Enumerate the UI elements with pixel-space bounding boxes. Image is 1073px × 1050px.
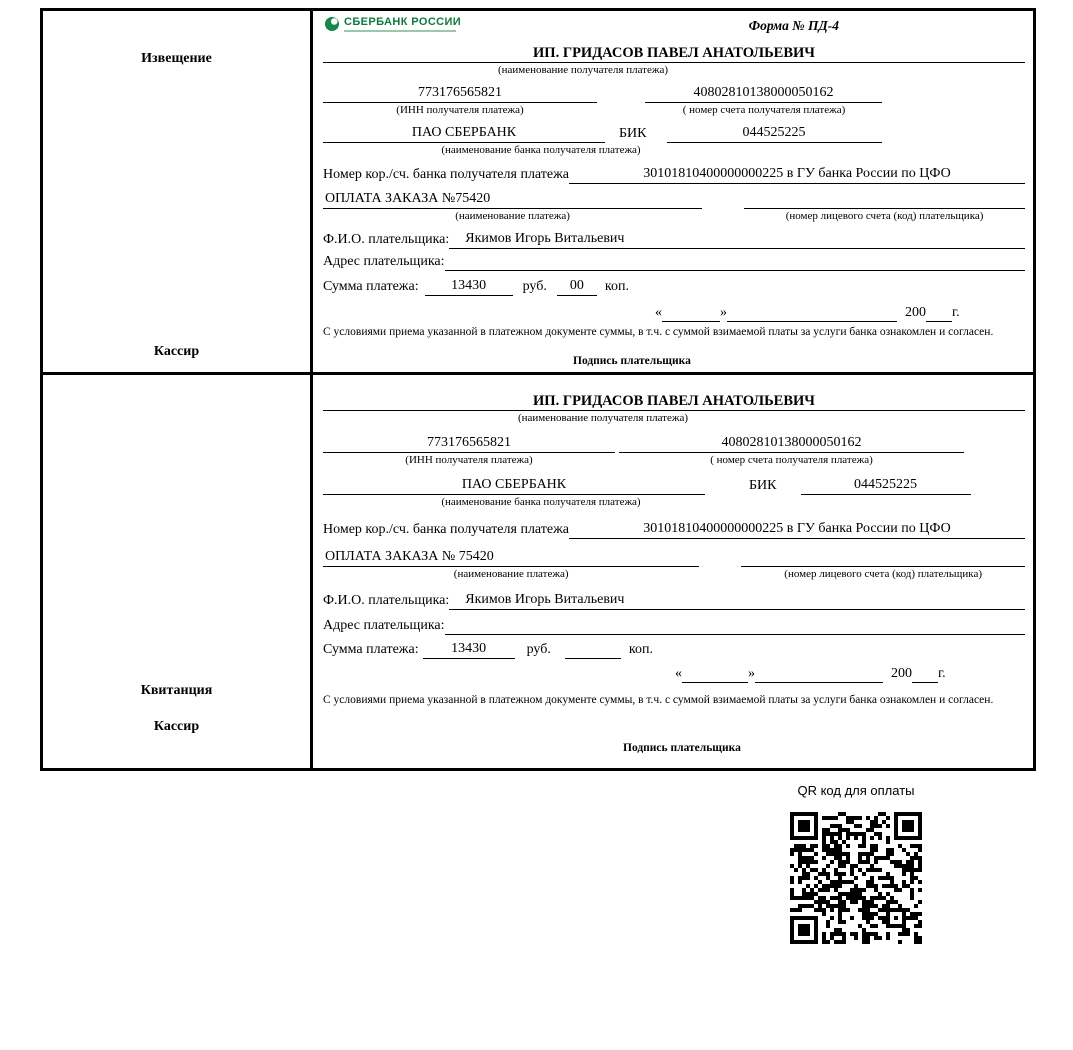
year-suffix: г. (952, 305, 960, 320)
year-prefix: 200 (905, 305, 926, 320)
personal-account-blank (744, 190, 1025, 209)
corr-label: Номер кор./сч. банка получателя платежа (323, 522, 569, 537)
logo-subline (344, 30, 456, 32)
inn-value: 773176565821 (323, 434, 615, 453)
notice-label: Извещение (141, 51, 212, 66)
notice-slip (43, 11, 1033, 372)
kop-label: коп. (604, 279, 629, 294)
bank-caption: (наименование банка получателя платежа) (441, 144, 641, 156)
date-quote-close: » (748, 666, 755, 681)
bank-name: ПАО СБЕРБАНК (323, 124, 605, 143)
personal-account-blank (741, 548, 1025, 567)
bank-caption: (наименование банка получателя платежа) (441, 496, 641, 508)
bik-value: 044525225 (801, 476, 971, 495)
header-row (323, 13, 1025, 43)
sum-kop-value: 00 (557, 277, 597, 296)
sberbank-logo-icon (325, 17, 339, 31)
payer-label: Ф.И.О. плательщика: (323, 593, 450, 608)
sum-label: Сумма платежа: (323, 279, 419, 294)
account-value: 40802810138000050162 (619, 434, 964, 453)
year-blank (912, 664, 938, 683)
personal-caption: (номер лицевого счета (код) плательщика) (785, 210, 984, 222)
sum-rub-value: 13430 (425, 277, 513, 296)
sberbank-logo (325, 16, 461, 43)
date-day-blank (682, 664, 748, 683)
agreement-text: С условиями приема указанной в платежном документе суммы, в т.ч. с суммой взимаемой платы за услуги банка ознакомлен и согласен. (323, 326, 994, 338)
payer-name: Якимов Игорь Витальевич (449, 230, 1025, 249)
address-label: Адрес плательщика: (323, 254, 445, 269)
sum-label: Сумма платежа: (323, 642, 419, 657)
account-caption: ( номер счета получателя платежа) (682, 104, 846, 116)
payment-caption: (наименование платежа) (453, 568, 569, 580)
form-number: Форма № ПД-4 (748, 18, 839, 33)
date-quote-open: « (675, 666, 682, 681)
date-month-blank (755, 664, 883, 683)
agreement-text: С условиями приема указанной в платежном документе суммы, в т.ч. с суммой взимаемой платы за услуги банка ознакомлен и согласен. (323, 694, 994, 706)
bik-label: БИК (749, 478, 777, 493)
receipt-side-column (43, 375, 313, 768)
kop-label: коп. (628, 642, 653, 657)
corr-value: 30101810400000000225 в ГУ банка России по ЦФО (569, 520, 1025, 539)
inn-caption: (ИНН получателя платежа) (396, 104, 524, 116)
date-day-blank (662, 303, 720, 322)
payment-name: ОПЛАТА ЗАКАЗА №75420 (323, 190, 702, 209)
agreement-block (323, 683, 1025, 766)
agreement-block (323, 322, 1025, 370)
personal-caption: (номер лицевого счета (код) плательщика) (784, 568, 983, 580)
notice-side-column (43, 11, 313, 372)
inn-value: 773176565821 (323, 84, 597, 103)
account-caption: ( номер счета получателя платежа) (710, 454, 873, 466)
account-value: 40802810138000050162 (645, 84, 882, 103)
bank-name: ПАО СБЕРБАНК (323, 476, 705, 495)
receipt-form-area (313, 375, 1033, 768)
cashier-label: Кассир (153, 344, 200, 359)
payer-name: Якимов Игорь Витальевич (449, 591, 1025, 610)
sum-kop-value (565, 640, 621, 659)
signature-label: Подпись плательщика (573, 355, 691, 367)
corr-value: 30101810400000000225 в ГУ банка России по ЦФО (569, 165, 1025, 184)
payee-caption: (наименование получателя платежа) (497, 64, 669, 76)
corr-label: Номер кор./сч. банка получателя платежа (323, 167, 569, 182)
cashier-label: Кассир (153, 719, 200, 734)
date-quote-open: « (655, 305, 662, 320)
year-prefix: 200 (891, 666, 912, 681)
qr-code (790, 812, 922, 944)
spacer (323, 377, 1025, 391)
date-month-blank (727, 303, 897, 322)
address-blank (445, 252, 1025, 271)
address-label: Адрес плательщика: (323, 618, 445, 633)
signature-label: Подпись плательщика (623, 742, 741, 754)
receipt-label: Квитанция (140, 683, 213, 698)
payee-caption: (наименование получателя платежа) (517, 412, 689, 424)
rub-label: руб. (526, 642, 551, 657)
payment-name: ОПЛАТА ЗАКАЗА № 75420 (323, 548, 699, 567)
payee-name: ИП. ГРИДАСОВ ПАВЕЛ АНАТОЛЬЕВИЧ (323, 391, 1025, 411)
notice-form-area (313, 11, 1033, 372)
date-quote-close: » (720, 305, 727, 320)
year-blank (926, 303, 952, 322)
sum-rub-value: 13430 (423, 640, 515, 659)
rub-label: руб. (522, 279, 547, 294)
qr-section (786, 783, 926, 944)
payment-form-pd4 (40, 8, 1036, 771)
receipt-slip (43, 372, 1033, 768)
payee-name: ИП. ГРИДАСОВ ПАВЕЛ АНАТОЛЬЕВИЧ (323, 43, 1025, 63)
year-suffix: г. (938, 666, 946, 681)
payer-label: Ф.И.О. плательщика: (323, 232, 450, 247)
bik-label: БИК (619, 126, 647, 141)
sberbank-logo-text: СБЕРБАНК РОССИИ (344, 16, 462, 28)
inn-caption: (ИНН получателя платежа) (405, 454, 533, 466)
address-blank (445, 616, 1025, 635)
bik-value: 044525225 (667, 124, 882, 143)
qr-label: QR код для оплаты (797, 783, 915, 798)
payment-caption: (наименование платежа) (455, 210, 570, 222)
